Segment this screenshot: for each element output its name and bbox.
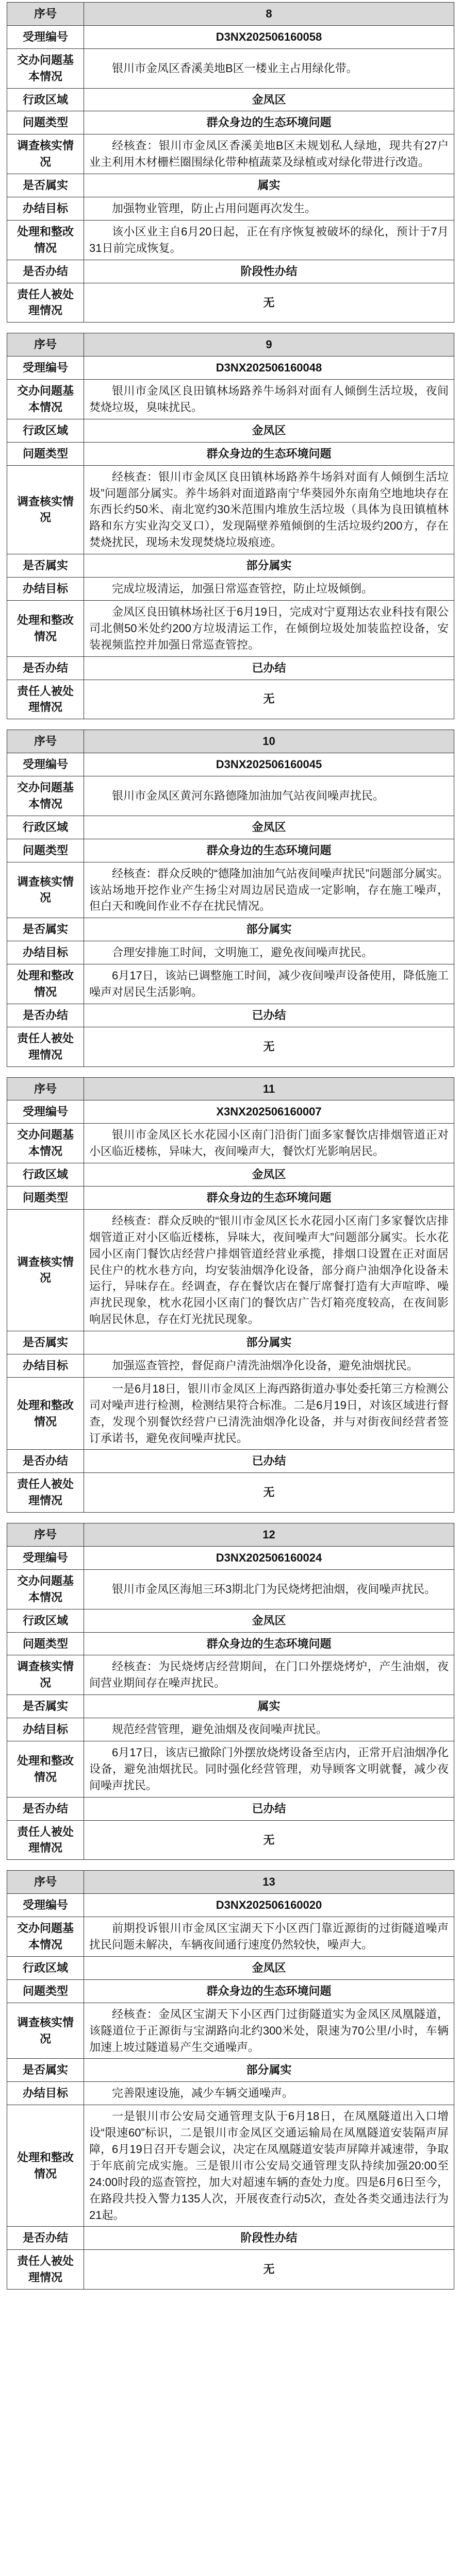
label-goal: 办结目标 bbox=[7, 1718, 84, 1741]
row-region bbox=[7, 419, 454, 442]
value-region: 金凤区 bbox=[84, 1609, 454, 1632]
label-verified: 是否属实 bbox=[7, 2059, 84, 2082]
label-type: 问题类型 bbox=[7, 442, 84, 465]
label-basic: 交办问题基本情况 bbox=[7, 1917, 84, 1957]
label-investigation: 调查核实情况 bbox=[7, 2003, 84, 2059]
row-code bbox=[7, 357, 454, 380]
row-type bbox=[7, 111, 454, 134]
label-completed: 是否办结 bbox=[7, 2227, 84, 2250]
label-verified: 是否属实 bbox=[7, 918, 84, 941]
value-investigation: 经核查：银川市金凤区香溪美地B区未规划私人绿地，现共有27户业主利用木材栅栏圈围绿化带种植蔬菜及绿植或对绿化带进行改造。 bbox=[84, 134, 454, 174]
row-code bbox=[7, 25, 454, 48]
value-handling: 该小区业主自6月20日起，正在有序恢复被破坏的绿化，预计于7月31日前完成恢复。 bbox=[84, 220, 454, 260]
value-seq: 10 bbox=[84, 730, 454, 753]
row-verified bbox=[7, 174, 454, 197]
label-goal: 办结目标 bbox=[7, 197, 84, 221]
value-completed: 阶段性办结 bbox=[84, 2227, 454, 2250]
label-completed: 是否办结 bbox=[7, 260, 84, 283]
row-completed bbox=[7, 1004, 454, 1027]
label-region: 行政区域 bbox=[7, 88, 84, 111]
label-investigation: 调查核实情况 bbox=[7, 134, 84, 174]
value-goal: 加强物业管理，防止占用问题再次发生。 bbox=[84, 197, 454, 221]
label-completed: 是否办结 bbox=[7, 656, 84, 680]
label-type: 问题类型 bbox=[7, 1186, 84, 1209]
value-type: 群众身边的生态环境问题 bbox=[84, 839, 454, 862]
row-verified bbox=[7, 1331, 454, 1354]
value-accountability: 无 bbox=[84, 680, 454, 719]
value-seq: 8 bbox=[84, 3, 454, 26]
row-code bbox=[7, 1100, 454, 1124]
value-code: D3NX202506160024 bbox=[84, 1547, 454, 1570]
label-seq: 序号 bbox=[7, 730, 84, 753]
value-completed: 已办结 bbox=[84, 656, 454, 680]
label-accountability: 责任人被处理情况 bbox=[7, 1820, 84, 1860]
label-basic: 交办问题基本情况 bbox=[7, 1569, 84, 1609]
row-seq bbox=[7, 3, 454, 26]
row-seq bbox=[7, 1871, 454, 1894]
row-accountability bbox=[7, 283, 454, 323]
value-region: 金凤区 bbox=[84, 1163, 454, 1187]
row-accountability bbox=[7, 1027, 454, 1066]
label-accountability: 责任人被处理情况 bbox=[7, 1473, 84, 1513]
value-handling: 6月17日，该店已撤除门外摆放烧烤设备至店内，正常开启油烟净化设备，避免油烟扰民。同时强化经营管理，劝导顾客文明就餐，减少夜间噪声扰民。 bbox=[84, 1741, 454, 1798]
label-accountability: 责任人被处理情况 bbox=[7, 283, 84, 323]
value-basic: 银川市金凤区黄河东路德隆加油加气站夜间噪声扰民。 bbox=[84, 776, 454, 816]
row-seq bbox=[7, 730, 454, 753]
row-seq bbox=[7, 1077, 454, 1100]
row-verified bbox=[7, 1695, 454, 1718]
value-accountability: 无 bbox=[84, 1820, 454, 1860]
label-seq: 序号 bbox=[7, 333, 84, 357]
value-handling: 一是6月18日，银川市金凤区上海西路街道办事处委托第三方检测公司对噪声进行检测，检测结果符合标准。二是6月19日，对该区域进行督查，发现个别餐饮经营户已清洗油烟净化设备，并与对街夜间经营者签订承诺书，避免夜间噪声扰民。 bbox=[84, 1377, 454, 1450]
value-seq: 13 bbox=[84, 1871, 454, 1894]
value-verified: 部分属实 bbox=[84, 2059, 454, 2082]
row-goal bbox=[7, 2082, 454, 2105]
row-verified bbox=[7, 2059, 454, 2082]
case-table bbox=[7, 1523, 454, 1860]
row-handling bbox=[7, 220, 454, 260]
row-region bbox=[7, 1163, 454, 1187]
row-code bbox=[7, 1547, 454, 1570]
row-investigation bbox=[7, 2003, 454, 2059]
label-investigation: 调查核实情况 bbox=[7, 465, 84, 554]
value-seq: 9 bbox=[84, 333, 454, 357]
row-completed bbox=[7, 2227, 454, 2250]
row-handling bbox=[7, 600, 454, 656]
row-completed bbox=[7, 656, 454, 680]
row-region bbox=[7, 816, 454, 839]
value-goal: 合理安排施工时间，文明施工，避免夜间噪声扰民。 bbox=[84, 941, 454, 964]
label-code: 受理编号 bbox=[7, 1547, 84, 1570]
value-region: 金凤区 bbox=[84, 1956, 454, 1979]
row-type bbox=[7, 1186, 454, 1209]
row-code bbox=[7, 753, 454, 776]
label-verified: 是否属实 bbox=[7, 1695, 84, 1718]
row-basic bbox=[7, 1124, 454, 1163]
label-handling: 处理和整改情况 bbox=[7, 1377, 84, 1450]
row-investigation bbox=[7, 862, 454, 918]
label-region: 行政区域 bbox=[7, 1956, 84, 1979]
label-region: 行政区域 bbox=[7, 1163, 84, 1187]
value-basic: 银川市金凤区长水花园小区南门沿街门面多家餐饮店排烟管道正对小区临近楼栋，异味大，夜间噪声大，餐饮灯光影响居民。 bbox=[84, 1124, 454, 1163]
row-investigation bbox=[7, 465, 454, 554]
row-region bbox=[7, 1956, 454, 1979]
row-region bbox=[7, 1609, 454, 1632]
label-completed: 是否办结 bbox=[7, 1797, 84, 1820]
label-seq: 序号 bbox=[7, 1871, 84, 1894]
value-accountability: 无 bbox=[84, 283, 454, 323]
row-basic bbox=[7, 1917, 454, 1957]
value-investigation: 经核查：群众反映的“德隆加油加气站夜间噪声扰民”问题部分属实。该站场地开挖作业产生扬尘对周边居民造成一定影响，存在施工噪声，但白天和晚间作业不存在扰民情况。 bbox=[84, 862, 454, 918]
label-accountability: 责任人被处理情况 bbox=[7, 680, 84, 719]
label-region: 行政区域 bbox=[7, 1609, 84, 1632]
label-code: 受理编号 bbox=[7, 753, 84, 776]
row-investigation bbox=[7, 1655, 454, 1695]
value-code: D3NX202506160048 bbox=[84, 357, 454, 380]
label-handling: 处理和整改情况 bbox=[7, 964, 84, 1004]
row-basic bbox=[7, 380, 454, 419]
value-accountability: 无 bbox=[84, 1027, 454, 1066]
row-handling bbox=[7, 1377, 454, 1450]
row-type bbox=[7, 839, 454, 862]
value-basic: 银川市金凤区香溪美地B区一楼业主占用绿化带。 bbox=[84, 48, 454, 88]
row-investigation bbox=[7, 134, 454, 174]
label-region: 行政区域 bbox=[7, 816, 84, 839]
value-accountability: 无 bbox=[84, 2250, 454, 2290]
label-code: 受理编号 bbox=[7, 25, 84, 48]
value-code: D3NX202506160020 bbox=[84, 1894, 454, 1917]
row-accountability bbox=[7, 1473, 454, 1513]
value-investigation: 经核查：群众反映的“银川市金凤区长水花园小区南门多家餐饮店排烟管道正对小区临近楼栋，异味大，夜间噪声大”问题部分属实。长水花园小区南门餐饮店经营户排烟管道经营业承揽，排烟口设置在正对面居民住户的枕水巷方向，均安装油烟净化设备，部分商户油烟净化设备未运行，异味存在。经调查，存在餐饮店在餐厅席餐打造有大声喧哗、噪声扰民现象，枕水花园小区南门的餐饮店广告灯箱亮度较高，在夜间影响居民休息，存在灯光扰民现象。 bbox=[84, 1209, 454, 1331]
case-table bbox=[7, 1077, 454, 1513]
label-investigation: 调查核实情况 bbox=[7, 1655, 84, 1695]
value-goal: 加强巡查管控，督促商户清洗油烟净化设备，避免油烟扰民。 bbox=[84, 1354, 454, 1378]
row-completed bbox=[7, 260, 454, 283]
row-goal bbox=[7, 197, 454, 221]
case-table bbox=[7, 1870, 454, 2290]
value-type: 群众身边的生态环境问题 bbox=[84, 111, 454, 134]
row-basic bbox=[7, 1569, 454, 1609]
label-goal: 办结目标 bbox=[7, 2082, 84, 2105]
label-goal: 办结目标 bbox=[7, 578, 84, 601]
row-region bbox=[7, 88, 454, 111]
value-completed: 已办结 bbox=[84, 1450, 454, 1473]
label-handling: 处理和整改情况 bbox=[7, 220, 84, 260]
value-verified: 部分属实 bbox=[84, 554, 454, 578]
label-accountability: 责任人被处理情况 bbox=[7, 1027, 84, 1066]
value-goal: 完成垃圾清运，加强日常巡查管控，防止垃圾倾倒。 bbox=[84, 578, 454, 601]
value-region: 金凤区 bbox=[84, 419, 454, 442]
case-table bbox=[7, 2, 454, 323]
case-table bbox=[7, 730, 454, 1066]
value-handling: 6月17日，该站已调整施工时间，减少夜间噪声设备使用，降低施工噪声对居民生活影响。 bbox=[84, 964, 454, 1004]
row-goal bbox=[7, 941, 454, 964]
value-completed: 已办结 bbox=[84, 1797, 454, 1820]
value-code: D3NX202506160058 bbox=[84, 25, 454, 48]
row-accountability bbox=[7, 1820, 454, 1860]
value-seq: 11 bbox=[84, 1077, 454, 1100]
value-type: 群众身边的生态环境问题 bbox=[84, 1632, 454, 1655]
value-goal: 规范经营管理，避免油烟及夜间噪声扰民。 bbox=[84, 1718, 454, 1741]
value-basic: 银川市金凤区海旭三环3期北门为民烧烤把油烟，夜间噪声扰民。 bbox=[84, 1569, 454, 1609]
value-region: 金凤区 bbox=[84, 816, 454, 839]
value-accountability: 无 bbox=[84, 1473, 454, 1513]
label-completed: 是否办结 bbox=[7, 1450, 84, 1473]
row-seq bbox=[7, 333, 454, 357]
value-investigation: 经核查：为民烧烤店经营期间，在门口外摆烧烤炉，产生油烟，夜间营业期间存在噪声扰民。 bbox=[84, 1655, 454, 1695]
label-investigation: 调查核实情况 bbox=[7, 1209, 84, 1331]
row-basic bbox=[7, 776, 454, 816]
row-handling bbox=[7, 2105, 454, 2227]
label-handling: 处理和整改情况 bbox=[7, 2105, 84, 2227]
label-code: 受理编号 bbox=[7, 357, 84, 380]
value-investigation: 经核查：金凤区宝湖天下小区西门过街隧道实为金凤区凤凰隧道，该隧道位于正源街与宝湖路向北约300米处，限速为70公里/小时，车辆加速上坡过隧道易产生交通噪声。 bbox=[84, 2003, 454, 2059]
label-basic: 交办问题基本情况 bbox=[7, 48, 84, 88]
value-investigation: 经核查：银川市金凤区良田镇林场路养牛场斜对面有人倾倒生活垃圾”问题部分属实。养牛场斜对面道路南宁华葵园外东南角空地地块存在东西长约50米、南北宽约30米范围内堆放生活垃圾（具体为良田镇植林路和东方实业沟交叉口），发现隔壁养殖倾倒的生活垃圾约200方，存在焚烧扰民，现场未发现焚烧垃圾痕迹。 bbox=[84, 465, 454, 554]
label-verified: 是否属实 bbox=[7, 1331, 84, 1354]
value-verified: 属实 bbox=[84, 174, 454, 197]
row-verified bbox=[7, 554, 454, 578]
row-basic bbox=[7, 48, 454, 88]
row-type bbox=[7, 442, 454, 465]
value-verified: 部分属实 bbox=[84, 918, 454, 941]
label-type: 问题类型 bbox=[7, 111, 84, 134]
value-seq: 12 bbox=[84, 1523, 454, 1547]
value-handling: 一是银川市公安局交通管理支队于6月18日，在凤凰隧道出入口增设“限速60”标识，二是银川市金凤区交通运输局在凤凰隧道安装隔声屏障，6月19日召开专题会议，决定在凤凰隧道安装声屏障并减速带，争取于年底前完成实施。三是银川市公安局交通管理支队持续加强20:00至24:00时段的巡查管控，加大对超速车辆的查处力度。四是6月6日至今，在路段共投入警力135人次，开展夜查行动5次，查处各类交通违法行为21起。 bbox=[84, 2105, 454, 2227]
label-type: 问题类型 bbox=[7, 839, 84, 862]
value-region: 金凤区 bbox=[84, 88, 454, 111]
value-goal: 完善限速设施，减少车辆交通噪声。 bbox=[84, 2082, 454, 2105]
value-basic: 银川市金凤区良田镇林场路养牛场斜对面有人倾倒生活垃圾，夜间焚烧垃圾，臭味扰民。 bbox=[84, 380, 454, 419]
label-verified: 是否属实 bbox=[7, 554, 84, 578]
value-verified: 属实 bbox=[84, 1695, 454, 1718]
label-seq: 序号 bbox=[7, 1077, 84, 1100]
row-code bbox=[7, 1894, 454, 1917]
value-basic: 前期投诉银川市金凤区宝湖天下小区西门靠近源街的过街隧道噪声扰民问题未解决，车辆夜间通行速度仍然较快，噪声大。 bbox=[84, 1917, 454, 1957]
value-type: 群众身边的生态环境问题 bbox=[84, 1979, 454, 2003]
row-goal bbox=[7, 1718, 454, 1741]
value-verified: 部分属实 bbox=[84, 1331, 454, 1354]
label-verified: 是否属实 bbox=[7, 174, 84, 197]
row-accountability bbox=[7, 2250, 454, 2290]
row-goal bbox=[7, 578, 454, 601]
row-seq bbox=[7, 1523, 454, 1547]
row-type bbox=[7, 1632, 454, 1655]
label-handling: 处理和整改情况 bbox=[7, 600, 84, 656]
label-handling: 处理和整改情况 bbox=[7, 1741, 84, 1798]
row-investigation bbox=[7, 1209, 454, 1331]
label-region: 行政区域 bbox=[7, 419, 84, 442]
label-code: 受理编号 bbox=[7, 1100, 84, 1124]
label-seq: 序号 bbox=[7, 3, 84, 26]
row-completed bbox=[7, 1797, 454, 1820]
label-type: 问题类型 bbox=[7, 1979, 84, 2003]
row-accountability bbox=[7, 680, 454, 719]
label-code: 受理编号 bbox=[7, 1894, 84, 1917]
label-accountability: 责任人被处理情况 bbox=[7, 2250, 84, 2290]
label-completed: 是否办结 bbox=[7, 1004, 84, 1027]
value-type: 群众身边的生态环境问题 bbox=[84, 442, 454, 465]
row-handling bbox=[7, 1741, 454, 1798]
case-table bbox=[7, 333, 454, 719]
label-goal: 办结目标 bbox=[7, 1354, 84, 1378]
label-investigation: 调查核实情况 bbox=[7, 862, 84, 918]
label-basic: 交办问题基本情况 bbox=[7, 380, 84, 419]
value-completed: 阶段性办结 bbox=[84, 260, 454, 283]
label-goal: 办结目标 bbox=[7, 941, 84, 964]
row-type bbox=[7, 1979, 454, 2003]
row-verified bbox=[7, 918, 454, 941]
label-seq: 序号 bbox=[7, 1523, 84, 1547]
value-code: D3NX202506160045 bbox=[84, 753, 454, 776]
label-basic: 交办问题基本情况 bbox=[7, 1124, 84, 1163]
row-completed bbox=[7, 1450, 454, 1473]
label-basic: 交办问题基本情况 bbox=[7, 776, 84, 816]
value-type: 群众身边的生态环境问题 bbox=[84, 1186, 454, 1209]
label-type: 问题类型 bbox=[7, 1632, 84, 1655]
value-completed: 已办结 bbox=[84, 1004, 454, 1027]
row-handling bbox=[7, 964, 454, 1004]
value-handling: 金凤区良田镇林场社区于6月19日，完成对宁夏翔达农业科技有限公司北侧50米处约200方垃圾清运工作，在倾倒垃圾处加装监控设备，安装视频监控并加强日常巡查管控。 bbox=[84, 600, 454, 656]
row-goal bbox=[7, 1354, 454, 1378]
value-code: X3NX202506160007 bbox=[84, 1100, 454, 1124]
